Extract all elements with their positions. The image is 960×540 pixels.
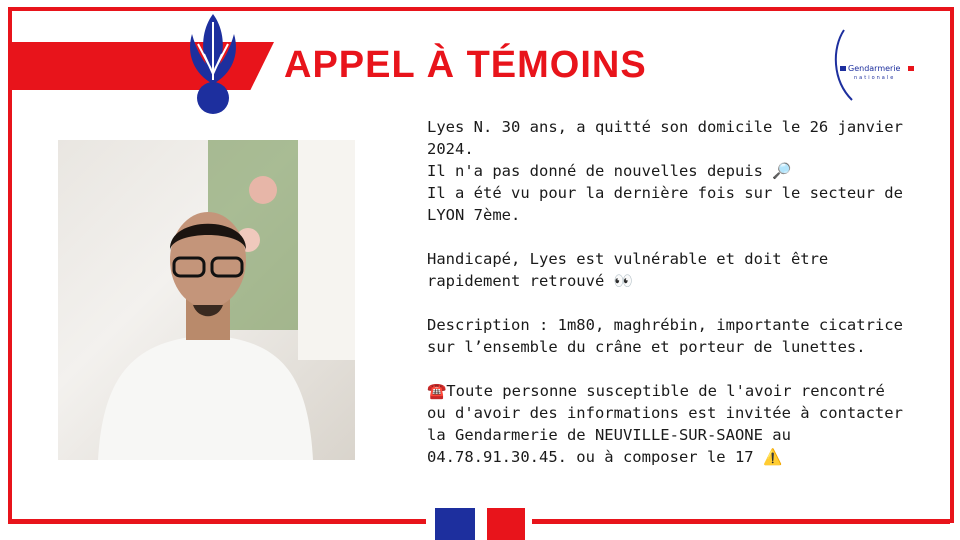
svg-text:Gendarmerie: Gendarmerie xyxy=(848,64,901,73)
notice-paragraph-4: ☎️Toute personne susceptible de l'avoir rencontré ou d'avoir des informations est invitée à contacter la Gendarmerie de NEUVILLE-SUR-SAONE au 04.78.91.30.45. ou à composer le 17 ⚠️ xyxy=(427,382,903,466)
notice-line: Il a été vu pour la dernière fois sur le secteur de LYON 7ème. xyxy=(427,184,903,224)
gendarmerie-grenade-icon xyxy=(184,14,242,118)
notice-paragraph-3: Description : 1m80, maghrébin, importante cicatrice sur l’ensemble du crâne et porteur de lunettes. xyxy=(427,316,903,356)
marianne-logo xyxy=(435,508,525,540)
notice-line: Lyes N. 30 ans, a quitté son domicile le 26 janvier 2024. xyxy=(427,118,903,158)
svg-text:nationale: nationale xyxy=(854,75,896,81)
page-title: APPEL À TÉMOINS xyxy=(284,44,647,86)
gendarmerie-logo xyxy=(830,28,920,102)
missing-person-photo xyxy=(58,140,355,460)
notice-text xyxy=(427,116,907,490)
divider xyxy=(532,519,950,524)
notice-paragraph-2: Handicapé, Lyes est vulnérable et doit être rapidement retrouvé 👀 xyxy=(427,250,829,290)
notice-paragraph-1 xyxy=(427,116,907,226)
notice-line: Il n'a pas donné de nouvelles depuis 🔎 xyxy=(427,162,792,180)
divider xyxy=(8,519,426,524)
